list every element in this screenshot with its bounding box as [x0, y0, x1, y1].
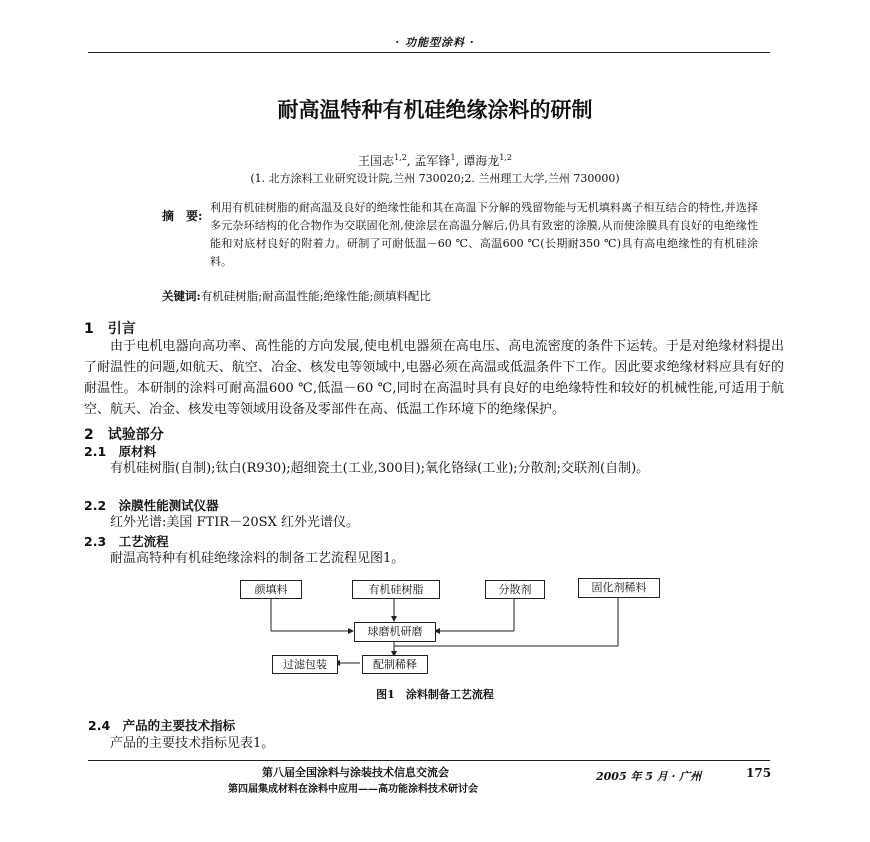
article-title: 耐高温特种有机硅绝缘涂料的研制: [277, 98, 593, 122]
section-tag: · 功能型涂料 ·: [395, 36, 475, 49]
flow-box-resin: 有机硅树脂: [352, 580, 440, 599]
subsection-heading-materials: 2.1 原材料: [84, 444, 157, 459]
author-sup: 1,2: [499, 153, 512, 162]
footer-conference: 第八届全国涂料与涂装技术信息交流会: [262, 766, 449, 779]
affiliation: (1. 北方涂料工业研究设计院,兰州 730020;2. 兰州理工大学,兰州 730000): [250, 172, 620, 185]
author-sup: 1,2: [394, 153, 407, 162]
author-name: 谭海龙: [463, 154, 500, 168]
subsection-heading-process: 2.3 工艺流程: [84, 534, 169, 549]
flow-box-pigment: 颜填料: [240, 580, 302, 599]
authors: 王国志$^{1,2}$, 孟军锋$^1$, 谭海龙$^{1,2}$: [358, 153, 512, 168]
flow-box-dispersant: 分散剂: [485, 580, 545, 599]
author-sup: 1: [450, 153, 456, 162]
keywords-text: 有机硅树脂;耐高温性能;绝缘性能;颜填料配比: [200, 289, 431, 303]
materials-paragraph: 有机硅树脂(自制);钛白(R930);超细瓷土(工业,300目);氧化铬绿(工业);分散剂;交联剂(自制)。: [110, 461, 650, 476]
keywords-label: 关键词:: [162, 289, 201, 303]
author-name: 孟军锋: [414, 154, 451, 168]
abstract-text: 利用有机硅树脂的耐高温及良好的绝缘性能和其在高温下分解的残留物能与无机填料离子相互结合的特性,并选择多元杂环结构的化合物作为交联固化剂,使涂层在高温分解后,仍具有致密的涂膜,从而使涂膜具有良好的电绝缘性能和对底材良好的附着力。研制了可耐低温－60 ℃、高温600 ℃(长期耐350 ℃)具有高电绝缘性的有机硅涂料。: [210, 201, 758, 268]
author-name: 王国志: [358, 154, 395, 168]
subsection-heading-instruments: 2.2 涂膜性能测试仪器: [84, 498, 219, 513]
flow-box-filter-package: 过滤包装: [272, 655, 338, 674]
footer-symposium: 第四届集成材料在涂料中应用——高功能涂料技术研讨会: [228, 784, 478, 795]
specs-paragraph: 产品的主要技术指标见表1。: [110, 736, 275, 751]
flow-box-ball-milling: 球磨机研磨: [354, 622, 436, 642]
flow-box-mixing: 配制稀释: [362, 655, 428, 674]
section-heading-intro: 1 引言: [84, 321, 136, 337]
subsection-heading-specs: 2.4 产品的主要技术指标: [88, 718, 236, 733]
section-heading-experimental: 2 试验部分: [84, 427, 164, 443]
abstract-label: 摘 要:: [162, 209, 203, 223]
footer-date: 2005 年 5 月 · 广州: [596, 770, 702, 783]
footer-rule: [88, 760, 770, 761]
process-paragraph: 耐温高特种有机硅绝缘涂料的制备工艺流程见图1。: [110, 551, 405, 566]
page-number: 175: [746, 766, 772, 780]
instruments-paragraph: 红外光谱:美国 FTIR－20SX 红外光谱仪。: [110, 515, 359, 530]
intro-paragraph: 由于电机电器向高功率、高性能的方向发展,使电机电器须在高电压、高电流密度的条件下运转。于是对绝缘材料提出了耐温性的问题,如航天、航空、冶金、核发电等领域中,电器必须在高温或低温条件下工作。因此要求绝缘材料应具有好的耐温性。本研制的涂料可耐高温600 ℃,低温－60 ℃,同时在高温时具有良好的电绝缘特性和较好的机械性能,可适用于航空、航天、冶金、核发电等领域用设备及零部件在高、低温工作环境下的绝缘保护。: [84, 339, 784, 417]
flow-box-curing-agent: 固化剂稀料: [578, 578, 660, 598]
figure-caption: 图1 涂料制备工艺流程: [376, 688, 494, 701]
